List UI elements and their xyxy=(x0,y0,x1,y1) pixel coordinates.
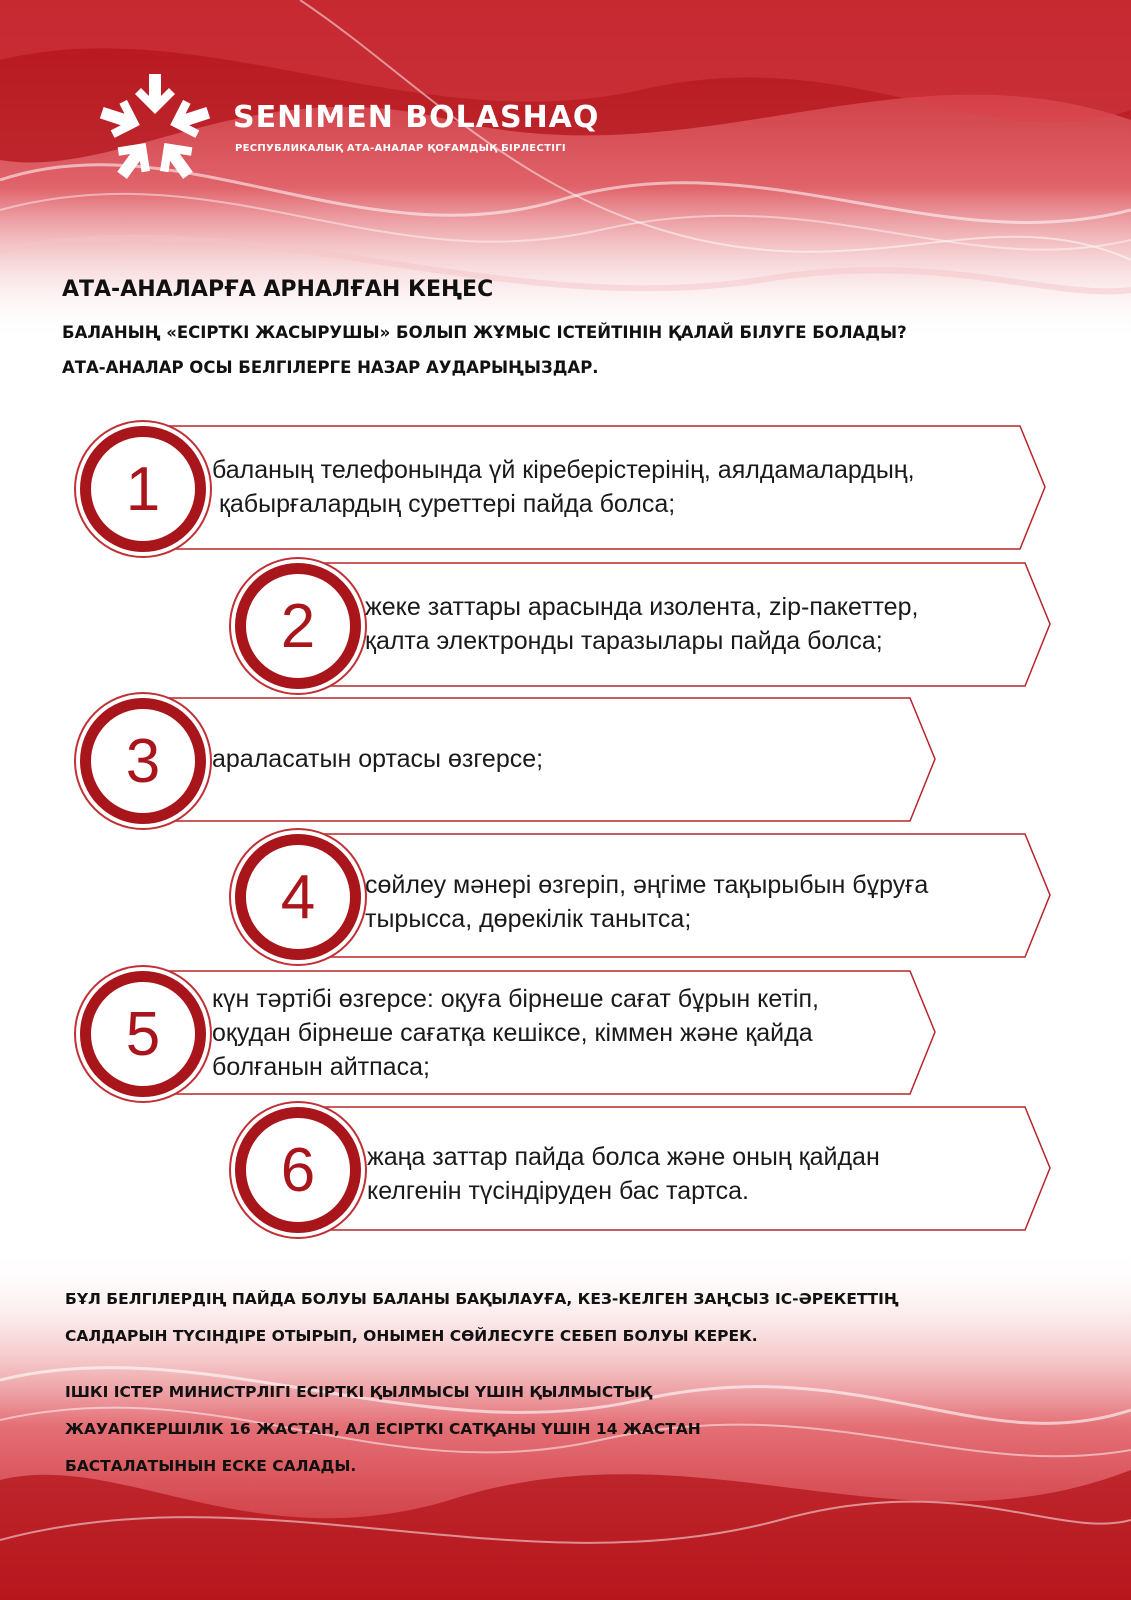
step-3-text: араласатын ортасы өзгерсе; xyxy=(212,745,544,773)
step-5-number: 5 xyxy=(80,971,206,1097)
step-6-number: 6 xyxy=(235,1107,361,1233)
step-1-number: 1 xyxy=(80,426,206,552)
logo-name: SENIMEN BOLASHAQ xyxy=(233,100,600,135)
footer-line-2: САЛДАРЫН ТҮСІНДІРЕ ОТЫРЫП, ОНЫМЕН СӨЙЛЕСУГЕ СЕБЕП БОЛУЫ КЕРЕК. xyxy=(65,1327,758,1345)
step-4-number: 4 xyxy=(235,834,361,960)
step-6 xyxy=(225,1106,1055,1231)
step-2-number: 2 xyxy=(235,563,361,689)
step-6-text: жаңа заттар пайда болса және оның қайдан келгенін түсіндіруден бас тартса. xyxy=(367,1143,880,1205)
logo xyxy=(95,70,655,190)
step-5 xyxy=(70,970,940,1095)
logo-subtitle: РЕСПУБЛИКАЛЫҚ АТА-АНАЛАР ҚОҒАМДЫҚ БІРЛЕСТІГІ xyxy=(235,143,566,154)
step-5-text: күн тәртібі өзгерсе: оқуға бірнеше сағат бұрын кетіп, оқудан бірнеше сағатқа кешіксе, кіммен және қайда болғанын айтпаса; xyxy=(212,985,819,1081)
footer-line-5: БАСТАЛАТЫНЫН ЕСКЕ САЛАДЫ. xyxy=(65,1457,357,1475)
step-2-text: жеке заттары арасында изолента, zip-пакеттер, қалта электронды таразылары пайда болса; xyxy=(365,593,919,655)
page-title: АТА-АНАЛАРҒА АРНАЛҒАН КЕҢЕС xyxy=(62,277,494,302)
step-3-number: 3 xyxy=(80,698,206,824)
step-1-text: баланың телефонында үй кіреберістерінің, аялдамалардың, қабырғалардың суреттері пайда болса; xyxy=(212,456,915,518)
footer-line-4: ЖАУАПКЕРШІЛІК 16 ЖАСТАН, АЛ ЕСІРТКІ САТҚАНЫ ҮШІН 14 ЖАСТАН xyxy=(65,1420,701,1438)
page-subtitle-call: АТА-АНАЛАР ОСЫ БЕЛГІЛЕРГЕ НАЗАР АУДАРЫҢЫЗДАР. xyxy=(62,358,599,377)
step-3 xyxy=(70,697,940,822)
footer-line-1: БҰЛ БЕЛГІЛЕРДІҢ ПАЙДА БОЛУЫ БАЛАНЫ БАҚЫЛАУҒА, КЕЗ-КЕЛГЕН ЗАҢСЫЗ ІС-ӘРЕКЕТТІҢ xyxy=(65,1290,899,1308)
step-2 xyxy=(225,562,1055,687)
footer-line-3: ІШКІ ІСТЕР МИНИСТРЛІГІ ЕСІРТКІ ҚЫЛМЫСЫ ҮШІН ҚЫЛМЫСТЫҚ xyxy=(65,1383,652,1401)
step-4 xyxy=(225,833,1055,958)
asterisk-logo-icon xyxy=(95,70,215,190)
step-1 xyxy=(70,425,1050,550)
page-subtitle-question: БАЛАНЫҢ «ЕСІРТКІ ЖАСЫРУШЫ» БОЛЫП ЖҰМЫС ІСТЕЙТІНІН ҚАЛАЙ БІЛУГЕ БОЛАДЫ? xyxy=(62,323,907,342)
step-4-text: сөйлеу мәнері өзгеріп, әңгіме тақырыбын бұруға тырысса, дөрекілік танытса; xyxy=(365,871,929,933)
